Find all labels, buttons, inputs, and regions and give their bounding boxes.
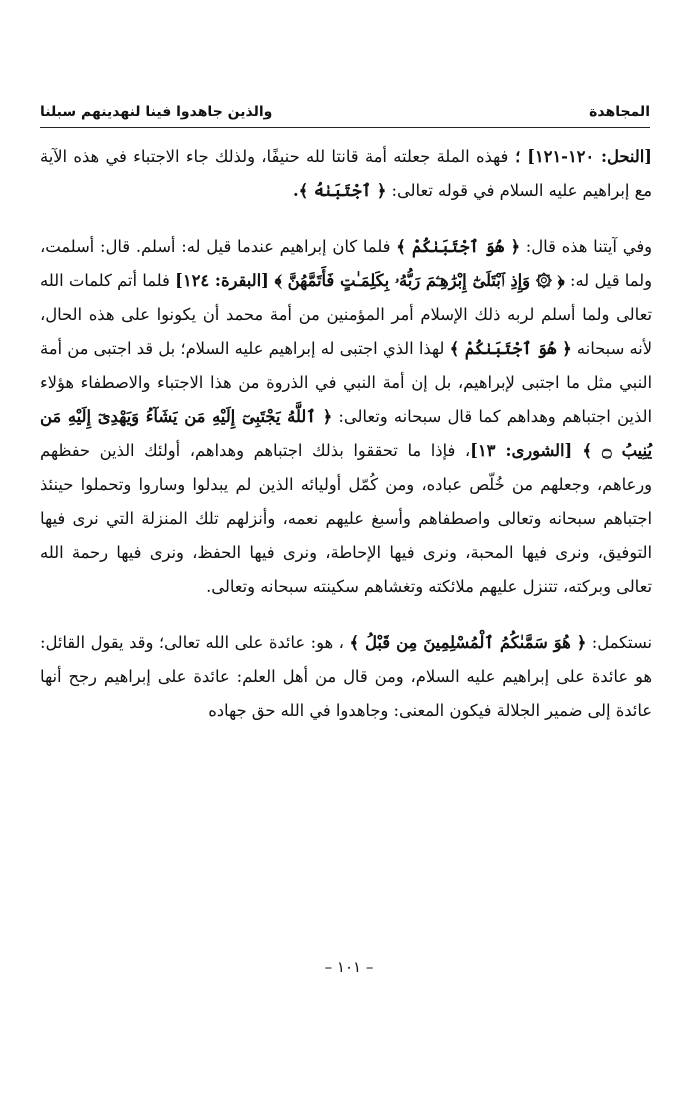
paragraph	[40, 626, 652, 728]
quran-verse: ﴿ هُوَ ٱجْتَبَىٰكُمْ ﴾	[396, 237, 520, 256]
paragraph-text: فهذه الملة جعلته أمة قانتا لله حنيفًا، ولذلك جاء الاجتباء في هذه الآية مع إبراهيم عليه السلام في قوله تعالى:	[40, 147, 652, 200]
page-header	[40, 92, 650, 120]
paragraph-text: فلما كان إبراهيم عندما قيل له: أسلم. قال: أسلمت، ولما قيل له:	[40, 237, 652, 290]
quran-verse: ﴿ هُوَ ٱجْتَبَىٰكُمْ ﴾	[449, 339, 572, 358]
verse-reference: [الشورى: ١٣]	[470, 441, 583, 460]
paragraph-text: ، هو: عائدة على الله تعالى؛ وقد يقول القائل: هو عائدة على إبراهيم عليه السلام، ومن قال من أهل العلم: عائدة على إبراهيم رجح أنها عائدة إلى ضمير الجلالة فيكون المعنى: وجاهدوا في الله حق جهاده	[40, 633, 652, 720]
quran-verse: ﴿ ٱللَّهُ يَجْتَبِىٓ إِلَيْهِ مَن يَشَآءُ وَيَهْدِىٓ إِلَيْهِ مَن يُنِيبُ ۝ ﴾	[40, 407, 653, 460]
paragraph-text: لهذا الذي اجتبى له إبراهيم عليه السلام؛ بل قد اجتبى من أمة النبي مثل ما اجتبى لإبراهيم، بل إن أمة النبي في الذروة من هذا الاجتباء والاصطفاء هؤلاء الذين اجتباهم وهداهم كما قال سبحانه وتعالى:	[40, 339, 652, 426]
paragraph-text: ، فإذا ما تحققوا بذلك اجتباهم وهداهم، أولئك الذين حفظهم ورعاهم، وجعلهم من خُلّص عباده، ومن كُمّل أوليائه الذين لم يبدلوا وساروا وتحملوا حينئذ اجتباهم سبحانه وتعالى واصطفاهم وأسبغ عليهم نعمه، وأنزلهم تلك المنزلة التي نرى فيها التوفيق، ونرى فيها المحبة، ونرى فيها الإحاطة، ونرى فيها الحفظ، ونرى فيها رحمة الله تعالى وبركته، تتنزل عليهم ملائكته وتغشاهم سكينته سبحانه وتعالى.	[40, 441, 652, 596]
paragraph-text: نستكمل:	[586, 633, 652, 652]
header-divider	[40, 127, 650, 128]
page-number: – ١٠١ –	[324, 958, 374, 976]
verse-reference: [البقرة: ١٢٤]	[175, 271, 275, 290]
paragraph	[40, 230, 652, 604]
verse-reference: [النحل: ١٢٠-١٢١] ؛	[508, 147, 652, 166]
paragraph	[40, 140, 652, 208]
paragraph-text: فلما أتم كلمات الله تعالى ولما أسلم لربه ذلك الإسلام أمر المؤمنين من أمة محمد أن يكونوا على هذه الحال، لأنه سبحانه	[40, 271, 652, 358]
paragraph-text: وفي آيتنا هذه قال:	[520, 237, 652, 256]
quran-verse: ﴿ ٱجْتَبَىٰهُ ﴾.	[293, 181, 387, 200]
header-section-title: المجاهدة	[589, 104, 650, 120]
header-running-title: والذين جاهدوا فينا لنهدينهم سبلنا	[40, 104, 273, 120]
quran-verse: ﴿ هُوَ سَمَّىٰكُمُ ٱلْمُسْلِمِينَ مِن قَبْلُ ﴾	[349, 633, 587, 652]
quran-verse: ﴿ ۞ وَإِذِ ٱبْتَلَىٰٓ إِبْرَٰهِـۧمَ رَبُّهُۥ بِكَلِمَـٰتٍ فَأَتَمَّهُنَّ ﴾	[274, 271, 565, 290]
body-text	[40, 140, 652, 728]
